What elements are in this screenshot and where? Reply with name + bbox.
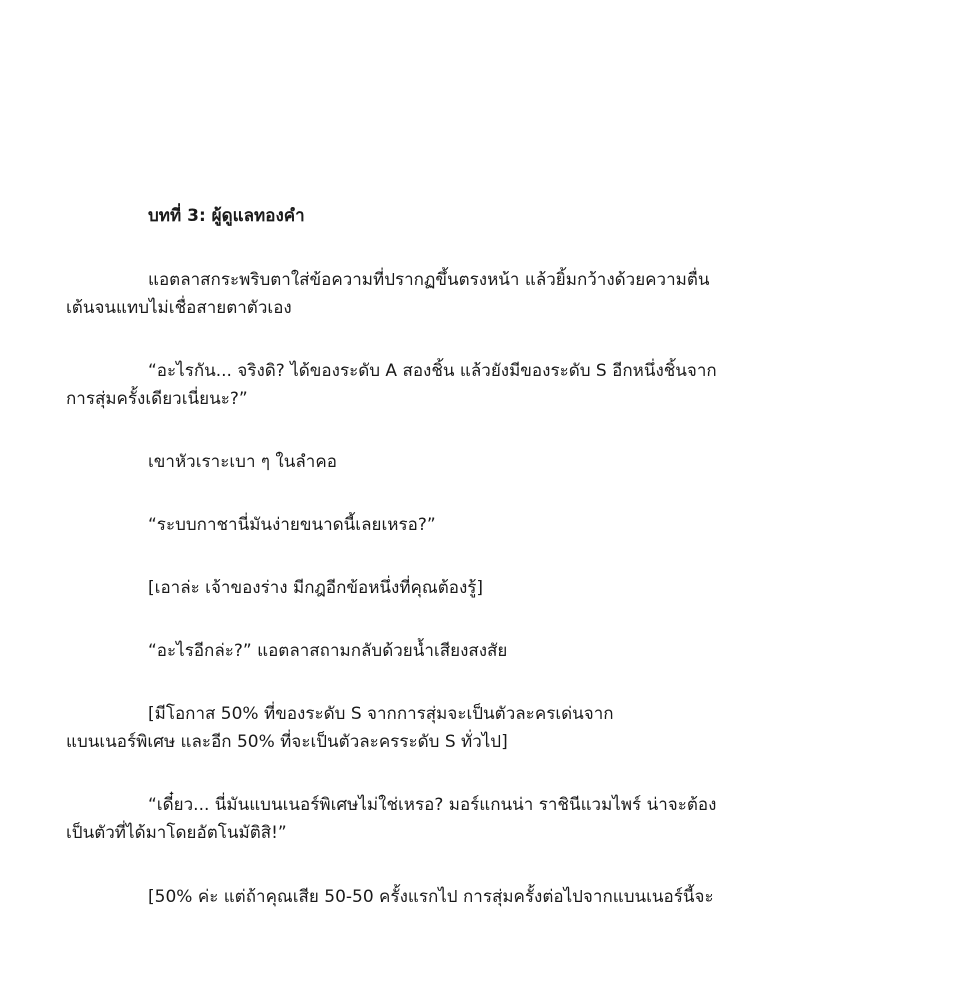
paragraph-text: “อะไรอีกล่ะ?” แอตลาสถามกลับด้วยน้ำเสียงสงสัย (148, 641, 508, 661)
paragraph-text: “อะไรกัน... จริงดิ? ได้ของระดับ A สองชิ้น แล้วยังมีของระดับ S อีกหนึ่งชิ้นจาก การสุ่มครั้งเดียวเนี่ยนะ?” (66, 361, 717, 409)
paragraph (66, 700, 900, 756)
paragraph (66, 357, 900, 413)
paragraph-text: [มีโอกาส 50% ที่ของระดับ S จากการสุ่มจะเป็นตัวละครเด่นจาก แบนเนอร์พิเศษ และอีก 50% ที่จะเป็นตัวละครระดับ S ทั่วไป] (66, 704, 614, 752)
paragraph-text: “เดี๋ยว... นี่มันแบนเนอร์พิเศษไม่ใช่เหรอ? มอร์แกนน่า ราชินีแวมไพร์ น่าจะต้อง เป็นตัวที่ได้มาโดยอัตโนมัติสิ!” (66, 795, 717, 843)
paragraph (66, 637, 900, 665)
paragraph (66, 511, 900, 539)
paragraph-text: แอตลาสกระพริบตาใส่ข้อความที่ปรากฏขึ้นตรงหน้า แล้วยิ้มกว้างด้วยความตื่น เต้นจนแทบไม่เชื่อสายตาตัวเอง (66, 270, 710, 318)
paragraph (66, 448, 900, 476)
paragraph (66, 574, 900, 602)
paragraph (66, 791, 900, 847)
paragraph-text: [เอาล่ะ เจ้าของร่าง มีกฎอีกข้อหนึ่งที่คุณต้องรู้] (148, 578, 484, 598)
paragraph-text: เขาหัวเราะเบา ๆ ในลำคอ (148, 452, 337, 472)
paragraph-text: [50% ค่ะ แต่ถ้าคุณเสีย 50-50 ครั้งแรกไป การสุ่มครั้งต่อไปจากแบนเนอร์นี้จะ (148, 887, 714, 907)
paragraph (66, 266, 900, 322)
chapter-title: บทที่ 3: ผู้ดูแลทองคำ (148, 206, 305, 226)
paragraph (66, 883, 900, 911)
paragraph-text: “ระบบกาชานี่มันง่ายขนาดนี้เลยเหรอ?” (148, 515, 436, 535)
